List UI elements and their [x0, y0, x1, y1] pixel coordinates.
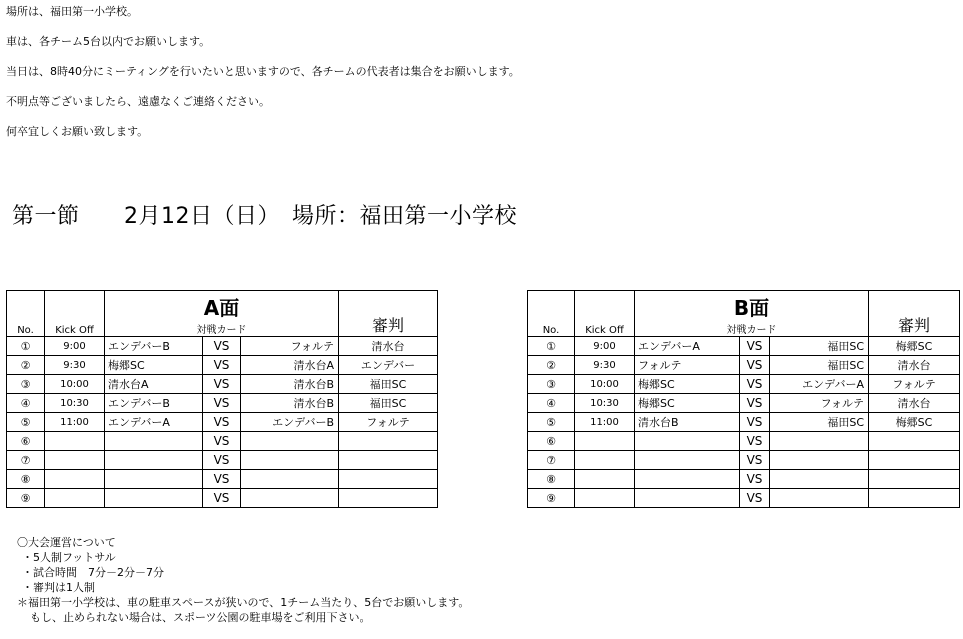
- kickoff-time: 11:00: [45, 413, 105, 432]
- away-team: フォルテ: [241, 337, 339, 356]
- vs-label: VS: [740, 375, 770, 394]
- table-row: [7, 413, 438, 432]
- kickoff-time: [575, 451, 635, 470]
- away-team: 清水台B: [241, 394, 339, 413]
- home-team: [635, 432, 740, 451]
- referee-team: [869, 489, 960, 508]
- referee-team: [869, 432, 960, 451]
- table-row: [528, 337, 960, 356]
- referee-team: 福田SC: [339, 394, 438, 413]
- table-row: [528, 451, 960, 470]
- vs-label: VS: [740, 451, 770, 470]
- notes-item: ・5人制フットサル: [22, 551, 116, 564]
- referee-team: 清水台: [339, 337, 438, 356]
- referee-team: フォルテ: [869, 375, 960, 394]
- schedule-table-a: [6, 290, 438, 508]
- home-team: 梅郷SC: [105, 356, 203, 375]
- kickoff-time: 9:30: [45, 356, 105, 375]
- table-row: [7, 451, 438, 470]
- court-name: B面: [635, 291, 869, 322]
- away-team: [770, 489, 869, 508]
- home-team: [105, 432, 203, 451]
- match-number: ④: [528, 394, 575, 413]
- table-row: [7, 375, 438, 394]
- away-team: 福田SC: [770, 356, 869, 375]
- match-number: ⑧: [528, 470, 575, 489]
- match-number: ⑤: [7, 413, 45, 432]
- table-row: [7, 432, 438, 451]
- notes-item: ・試合時間 7分－2分－7分: [22, 566, 164, 579]
- intro-line: 何卒宜しくお願い致します。: [6, 125, 149, 138]
- table-row: [528, 489, 960, 508]
- table-row: [528, 470, 960, 489]
- referee-team: 梅郷SC: [869, 337, 960, 356]
- home-team: [105, 470, 203, 489]
- vs-label: VS: [203, 375, 241, 394]
- away-team: [770, 451, 869, 470]
- match-number: ⑨: [528, 489, 575, 508]
- away-team: [241, 432, 339, 451]
- table-row: [7, 337, 438, 356]
- table-row: [7, 470, 438, 489]
- referee-team: 清水台: [869, 356, 960, 375]
- match-number: ②: [528, 356, 575, 375]
- vs-label: VS: [203, 451, 241, 470]
- vs-label: VS: [740, 470, 770, 489]
- round-title: 第一節: [12, 204, 80, 229]
- vs-label: VS: [203, 356, 241, 375]
- referee-team: [339, 470, 438, 489]
- away-team: [770, 470, 869, 489]
- home-team: エンデバーA: [105, 413, 203, 432]
- home-team: [635, 451, 740, 470]
- intro-line: 不明点等ございましたら、遠慮なくご連絡ください。: [6, 95, 270, 108]
- vs-label: VS: [740, 337, 770, 356]
- kickoff-time: [45, 470, 105, 489]
- court-name: A面: [105, 291, 339, 322]
- away-team: 清水台B: [241, 375, 339, 394]
- away-team: 清水台A: [241, 356, 339, 375]
- home-team: [635, 470, 740, 489]
- parking-remark-cont: もし、止められない場合は、スポーツ公園の駐車場をご利用下さい。: [30, 611, 371, 624]
- match-card-header: 対戦カード: [105, 321, 339, 337]
- away-team: フォルテ: [770, 394, 869, 413]
- home-team: エンデバーA: [635, 337, 740, 356]
- operation-notes: [17, 535, 469, 625]
- referee-team: [869, 470, 960, 489]
- table-row: [528, 356, 960, 375]
- table-row: [528, 394, 960, 413]
- referee-team: フォルテ: [339, 413, 438, 432]
- parking-remark: ＊福田第一小学校は、車の駐車スペースが狭いので、1チーム当たり、5台でお願いします。: [17, 596, 470, 609]
- match-number: ②: [7, 356, 45, 375]
- intro-line: 当日は、8時40分にミーティングを行いたいと思いますので、各チームの代表者は集合をお願いします。: [6, 65, 520, 78]
- intro-line: 場所は、福田第一小学校。: [6, 5, 138, 18]
- referee-header: 審判: [339, 291, 438, 337]
- kickoff-header: Kick Off: [575, 291, 635, 337]
- vs-label: VS: [740, 394, 770, 413]
- referee-team: エンデバー: [339, 356, 438, 375]
- kickoff-time: [575, 432, 635, 451]
- referee-team: 清水台: [869, 394, 960, 413]
- table-row: [7, 394, 438, 413]
- home-team: 梅郷SC: [635, 394, 740, 413]
- match-number: ⑦: [528, 451, 575, 470]
- home-team: 梅郷SC: [635, 375, 740, 394]
- home-team: 清水台A: [105, 375, 203, 394]
- match-number: ④: [7, 394, 45, 413]
- referee-team: [339, 489, 438, 508]
- referee-team: [339, 451, 438, 470]
- home-team: フォルテ: [635, 356, 740, 375]
- away-team: エンデバーA: [770, 375, 869, 394]
- vs-label: VS: [740, 432, 770, 451]
- round-venue: 場所：福田第一小学校: [292, 204, 518, 229]
- no-header: No.: [528, 291, 575, 337]
- vs-label: VS: [740, 489, 770, 508]
- referee-team: [869, 451, 960, 470]
- vs-label: VS: [203, 337, 241, 356]
- table-row: [528, 375, 960, 394]
- kickoff-time: 10:30: [575, 394, 635, 413]
- vs-label: VS: [203, 470, 241, 489]
- kickoff-time: 10:00: [45, 375, 105, 394]
- match-number: ⑤: [528, 413, 575, 432]
- kickoff-header: Kick Off: [45, 291, 105, 337]
- away-team: [241, 470, 339, 489]
- match-number: ⑨: [7, 489, 45, 508]
- away-team: [241, 489, 339, 508]
- vs-label: VS: [203, 413, 241, 432]
- kickoff-time: 10:00: [575, 375, 635, 394]
- match-number: ③: [7, 375, 45, 394]
- vs-label: VS: [203, 394, 241, 413]
- table-row: [528, 432, 960, 451]
- notes-item: ・審判は1人制: [22, 581, 95, 594]
- intro-text: [6, 0, 520, 150]
- kickoff-time: 11:00: [575, 413, 635, 432]
- match-number: ⑥: [7, 432, 45, 451]
- match-number: ③: [528, 375, 575, 394]
- match-number: ①: [7, 337, 45, 356]
- kickoff-time: [45, 451, 105, 470]
- kickoff-time: 10:30: [45, 394, 105, 413]
- home-team: エンデバーB: [105, 337, 203, 356]
- table-row: [7, 356, 438, 375]
- kickoff-time: [575, 470, 635, 489]
- home-team: [635, 489, 740, 508]
- referee-header: 審判: [869, 291, 960, 337]
- vs-label: VS: [740, 413, 770, 432]
- vs-label: VS: [740, 356, 770, 375]
- match-number: ①: [528, 337, 575, 356]
- no-header: No.: [7, 291, 45, 337]
- page-title: [12, 199, 517, 230]
- kickoff-time: 9:30: [575, 356, 635, 375]
- intro-line: 車は、各チーム5台以内でお願いします。: [6, 35, 211, 48]
- match-card-header: 対戦カード: [635, 321, 869, 337]
- vs-label: VS: [203, 432, 241, 451]
- match-number: ⑥: [528, 432, 575, 451]
- match-number: ⑦: [7, 451, 45, 470]
- match-number: ⑧: [7, 470, 45, 489]
- home-team: エンデバーB: [105, 394, 203, 413]
- kickoff-time: [45, 489, 105, 508]
- away-team: エンデバーB: [241, 413, 339, 432]
- kickoff-time: [575, 489, 635, 508]
- notes-heading: 〇大会運営について: [17, 536, 116, 549]
- away-team: [241, 451, 339, 470]
- kickoff-time: [45, 432, 105, 451]
- table-row: [528, 413, 960, 432]
- referee-team: [339, 432, 438, 451]
- referee-team: 梅郷SC: [869, 413, 960, 432]
- round-date: 2月12日（日）: [124, 204, 280, 229]
- away-team: 福田SC: [770, 413, 869, 432]
- kickoff-time: 9:00: [45, 337, 105, 356]
- referee-team: 福田SC: [339, 375, 438, 394]
- table-row: [7, 489, 438, 508]
- home-team: [105, 489, 203, 508]
- vs-label: VS: [203, 489, 241, 508]
- home-team: 清水台B: [635, 413, 740, 432]
- away-team: 福田SC: [770, 337, 869, 356]
- kickoff-time: 9:00: [575, 337, 635, 356]
- away-team: [770, 432, 869, 451]
- schedule-table-b: [527, 290, 960, 508]
- home-team: [105, 451, 203, 470]
